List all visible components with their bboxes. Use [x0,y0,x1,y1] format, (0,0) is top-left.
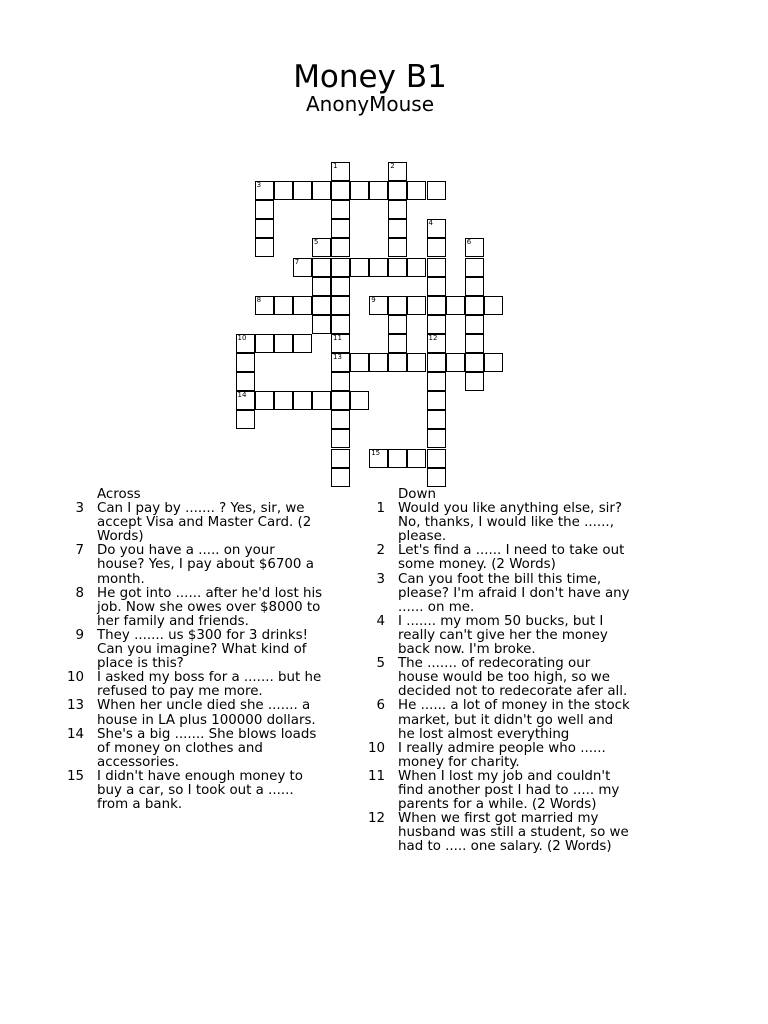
grid-cell[interactable] [427,181,446,200]
clue-number: 3 [376,571,385,587]
clue-number: 6 [466,238,472,247]
grid-cell[interactable] [331,391,350,410]
clue-number: 8 [75,585,84,601]
grid-cell[interactable] [407,258,426,277]
grid-cell[interactable] [236,391,255,410]
grid-cell[interactable] [388,162,407,181]
grid-cell[interactable] [236,372,255,391]
grid-cell[interactable] [388,219,407,238]
grid-cell[interactable] [388,315,407,334]
clue-text: Let's find a ...... I need to take out some money. (2 Words) [398,543,625,573]
grid-cell[interactable] [427,277,446,296]
grid-cell[interactable] [312,391,331,410]
clue-text: When we first got married my husband was still a student, so we had to ..... one salary. (2 Words) [398,811,629,855]
clue-text: He got into ...... after he'd lost his job. Now she owes over $8000 to her family and friends. [97,585,323,629]
grid-cell[interactable] [388,181,407,200]
grid-cell[interactable] [350,181,369,200]
grid-cell[interactable] [465,258,484,277]
grid-cell[interactable] [331,277,350,296]
clue-text: Would you like anything else, sir? No, thanks, I would like the ......, please. [398,501,622,545]
grid-cell[interactable] [369,181,388,200]
down-clue [367,812,632,854]
down-clue [367,770,632,812]
clue-text: They ....... us $300 for 3 drinks! Can you imagine? What kind of place is this? [97,627,308,672]
grid-cell[interactable] [236,334,255,353]
grid-cell[interactable] [484,296,503,315]
grid-cell[interactable] [255,334,274,353]
clue-number: 5 [313,238,319,247]
grid-cell[interactable] [331,429,350,448]
clue-number: 10 [66,670,84,686]
clue-text: When I lost my job and couldn't find another post I had to ..... my parents for a while. (2 Words) [398,768,620,813]
across-clue [66,728,326,770]
page-author: AnonyMouse [306,92,434,116]
down-clue [367,573,632,615]
clue-number: 6 [376,698,385,714]
grid-cell[interactable] [465,238,484,257]
down-clue [367,742,632,770]
grid-cell[interactable] [427,258,446,277]
grid-cell[interactable] [465,353,484,372]
clue-text: When her uncle died she ....... a house in LA plus 100000 dollars. [97,698,316,728]
grid-cell[interactable] [255,219,274,238]
clue-text: Can I pay by ....... ? Yes, sir, we accept Visa and Master Card. (2 Words) [97,501,312,545]
across-clues [66,488,326,812]
clue-number: 5 [376,656,385,672]
across-clue [66,699,326,727]
grid-cell[interactable] [331,449,350,468]
down-heading: Down [398,487,436,502]
grid-cell[interactable] [331,181,350,200]
clue-number: 2 [390,162,395,170]
across-clue [66,544,326,586]
grid-cell[interactable] [350,391,369,410]
clue-number: 14 [66,726,84,742]
grid-cell[interactable] [465,277,484,296]
grid-cell[interactable] [293,258,312,277]
clue-number: 7 [75,543,84,559]
grid-cell[interactable] [274,334,293,353]
grid-cell[interactable] [255,181,274,200]
grid-cell[interactable] [427,238,446,257]
clue-number: 13 [66,698,84,714]
grid-cell[interactable] [255,296,274,315]
grid-cell[interactable] [255,238,274,257]
grid-cell[interactable] [331,200,350,219]
grid-cell[interactable] [350,353,369,372]
clue-number: 4 [428,219,433,228]
grid-cell[interactable] [331,372,350,391]
clue-number: 11 [367,768,385,784]
grid-cell[interactable] [388,200,407,219]
down-clue [367,615,632,657]
grid-cell[interactable] [427,429,446,448]
grid-cell[interactable] [427,296,446,315]
grid-cell[interactable] [465,334,484,353]
across-clue [66,671,326,699]
grid-cell[interactable] [293,334,312,353]
across-clue [66,587,326,629]
grid-cell[interactable] [388,296,407,315]
grid-cell[interactable] [446,353,465,372]
clue-text: I really admire people who ...... money for charity. [398,740,606,770]
grid-cell[interactable] [407,296,426,315]
grid-cell[interactable] [255,200,274,219]
grid-cell[interactable] [312,258,331,277]
clue-number: 8 [256,295,262,304]
grid-cell[interactable] [465,315,484,334]
grid-cell[interactable] [465,296,484,315]
clue-number: 14 [237,391,247,400]
grid-cell[interactable] [369,296,388,315]
grid-cell[interactable] [293,181,312,200]
grid-cell[interactable] [369,353,388,372]
down-clue [367,657,632,699]
clue-text: She's a big ....... She blows loads of money on clothes and accessories. [97,726,317,770]
grid-cell[interactable] [446,296,465,315]
clue-number: 3 [75,501,84,517]
grid-cell[interactable] [369,449,388,468]
grid-cell[interactable] [465,372,484,391]
grid-cell[interactable] [331,353,350,372]
grid-cell[interactable] [236,353,255,372]
clue-text: Can you foot the bill this time, please? I'm afraid I don't have any ...... on me. [398,571,630,615]
clue-number: 9 [371,295,376,304]
clue-number: 13 [333,353,342,361]
grid-cell[interactable] [427,372,446,391]
grid-cell[interactable] [388,238,407,257]
clue-number: 12 [367,811,385,827]
grid-cell[interactable] [427,334,446,353]
grid-cell[interactable] [331,468,350,487]
clue-text: I ....... my mom 50 bucks, but I really can't give her the money back now. I'm broke. [398,613,608,658]
clue-number: 12 [428,333,438,342]
grid-cell[interactable] [427,391,446,410]
clue-text: I didn't have enough money to buy a car, so I took out a ...... from a bank. [97,768,303,813]
grid-cell[interactable] [312,238,331,257]
grid-cell[interactable] [255,391,274,410]
clue-text: I asked my boss for a ....... but he refused to pay me more. [97,670,322,700]
clue-number: 10 [237,333,247,342]
grid-cell[interactable] [331,162,350,181]
page-title: Money B1 [293,59,447,95]
grid-cell[interactable] [427,315,446,334]
clue-number: 11 [333,333,342,342]
grid-cell[interactable] [407,449,426,468]
grid-cell[interactable] [312,181,331,200]
grid-cell[interactable] [331,410,350,429]
clue-number: 2 [376,543,385,559]
grid-cell[interactable] [388,449,407,468]
clue-number: 9 [75,627,84,643]
across-heading: Across [97,487,141,502]
clue-text: He ...... a lot of money in the stock market, but it didn't go well and he lost almost everything [398,698,630,742]
clue-number: 10 [367,740,385,756]
grid-cell[interactable] [312,315,331,334]
grid-cell[interactable] [407,181,426,200]
grid-cell[interactable] [350,258,369,277]
grid-cell[interactable] [427,353,446,372]
clue-text: Do you have a ..... on your house? Yes, I pay about $6700 a month. [97,543,314,587]
grid-cell[interactable] [407,353,426,372]
grid-cell[interactable] [388,353,407,372]
clue-number: 15 [371,448,381,457]
grid-cell[interactable] [293,391,312,410]
across-clue [66,629,326,671]
grid-cell[interactable] [331,315,350,334]
crossword-grid [0,0,768,500]
down-clue [367,544,632,572]
grid-cell[interactable] [236,410,255,429]
grid-cell[interactable] [484,353,503,372]
clue-number: 4 [376,613,385,629]
clue-number: 3 [256,181,262,190]
across-clue [66,770,326,812]
clue-number: 1 [333,162,338,170]
grid-cell[interactable] [331,296,350,315]
grid-cell[interactable] [331,258,350,277]
grid-cell[interactable] [427,410,446,429]
clue-number: 7 [294,257,300,266]
down-clue [367,502,632,544]
clue-number: 1 [376,501,385,517]
grid-cell[interactable] [312,296,331,315]
grid-cell[interactable] [312,277,331,296]
grid-cell[interactable] [274,181,293,200]
grid-cell[interactable] [388,258,407,277]
grid-cell[interactable] [369,258,388,277]
grid-cell[interactable] [274,391,293,410]
clue-text: The ....... of redecorating our house would be too high, so we decided not to redecorate afer all. [398,656,628,700]
grid-cell[interactable] [427,468,446,487]
grid-cell[interactable] [427,219,446,238]
across-clue [66,502,326,544]
grid-cell[interactable] [427,449,446,468]
grid-cell[interactable] [331,334,350,353]
down-clue [367,699,632,741]
grid-cell[interactable] [274,296,293,315]
grid-cell[interactable] [331,219,350,238]
grid-cell[interactable] [331,238,350,257]
grid-cell[interactable] [293,296,312,315]
down-clues [367,488,632,854]
grid-cell[interactable] [388,334,407,353]
clue-number: 15 [66,768,84,784]
